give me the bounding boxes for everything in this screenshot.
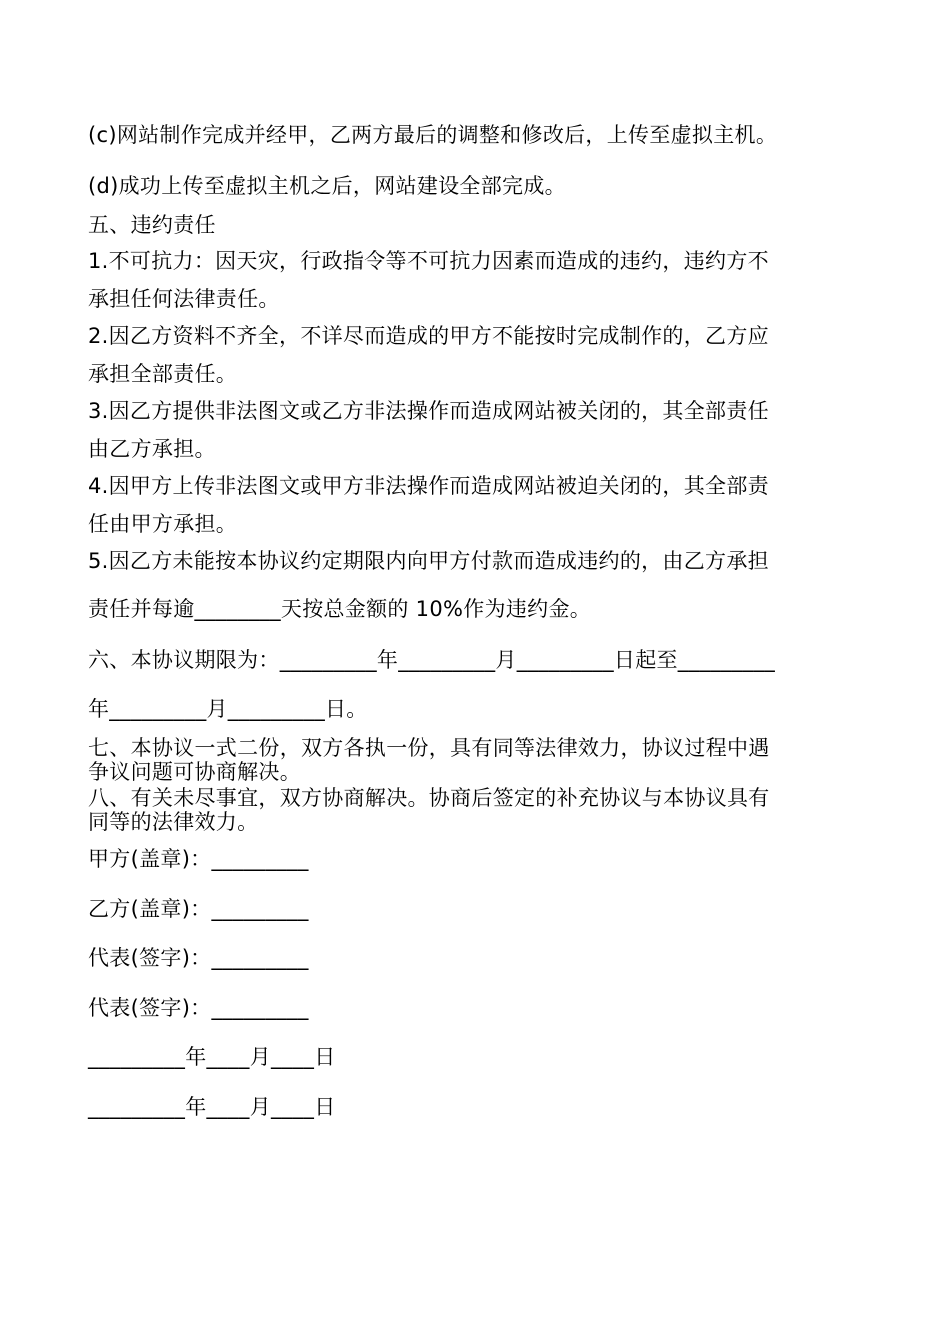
section-6-line-2: 年_________月_________日。 bbox=[88, 697, 368, 721]
representative-signature-field-2: 代表(签字)：_________ bbox=[88, 996, 309, 1020]
clause-4c: (c)网站制作完成并经甲，乙两方最后的调整和修改后，上传至虚拟主机。 bbox=[88, 123, 778, 147]
clause-4d: (d)成功上传至虚拟主机之后，网站建设全部完成。 bbox=[88, 174, 566, 198]
section-6-line-1: 六、本协议期限为：_________年_________月_________日起至_________ bbox=[88, 648, 775, 672]
section-8-line-1: 八、有关未尽事宜，双方协商解决。协商后签定的补充协议与本协议具有 bbox=[88, 786, 770, 810]
clause-5-3-line-1: 3.因乙方提供非法图文或乙方非法操作而造成网站被关闭的，其全部责任 bbox=[88, 399, 769, 423]
section-7-line-2: 争议问题可协商解决。 bbox=[88, 760, 301, 784]
date-field-1: _________年____月____日 bbox=[88, 1045, 336, 1069]
clause-5-5-line-1: 5.因乙方未能按本协议约定期限内向甲方付款而造成违约的，由乙方承担 bbox=[88, 549, 769, 573]
date-field-2: _________年____月____日 bbox=[88, 1095, 336, 1119]
clause-5-4-line-2: 任由甲方承担。 bbox=[88, 512, 238, 536]
clause-5-4-line-1: 4.因甲方上传非法图文或甲方非法操作而造成网站被迫关闭的，其全部责 bbox=[88, 474, 769, 498]
section-8-line-2: 同等的法律效力。 bbox=[88, 810, 259, 834]
clause-5-1-line-2: 承担任何法律责任。 bbox=[88, 287, 280, 311]
clause-5-3-line-2: 由乙方承担。 bbox=[88, 437, 216, 461]
section-5-heading: 五、违约责任 bbox=[88, 213, 216, 237]
clause-5-1-line-1: 1.不可抗力：因天灾，行政指令等不可抗力因素而造成的违约，违约方不 bbox=[88, 249, 769, 273]
party-b-seal-field: 乙方(盖章)：_________ bbox=[88, 897, 309, 921]
clause-5-5-line-2: 责任并每逾________天按总金额的 10%作为违约金。 bbox=[88, 597, 592, 621]
clause-5-2-line-2: 承担全部责任。 bbox=[88, 362, 238, 386]
party-a-seal-field: 甲方(盖章)：_________ bbox=[88, 847, 309, 871]
representative-signature-field-1: 代表(签字)：_________ bbox=[88, 946, 309, 970]
clause-5-2-line-1: 2.因乙方资料不齐全，不详尽而造成的甲方不能按时完成制作的，乙方应 bbox=[88, 324, 769, 348]
section-7-line-1: 七、本协议一式二份，双方各执一份，具有同等法律效力，协议过程中遇 bbox=[88, 736, 770, 760]
